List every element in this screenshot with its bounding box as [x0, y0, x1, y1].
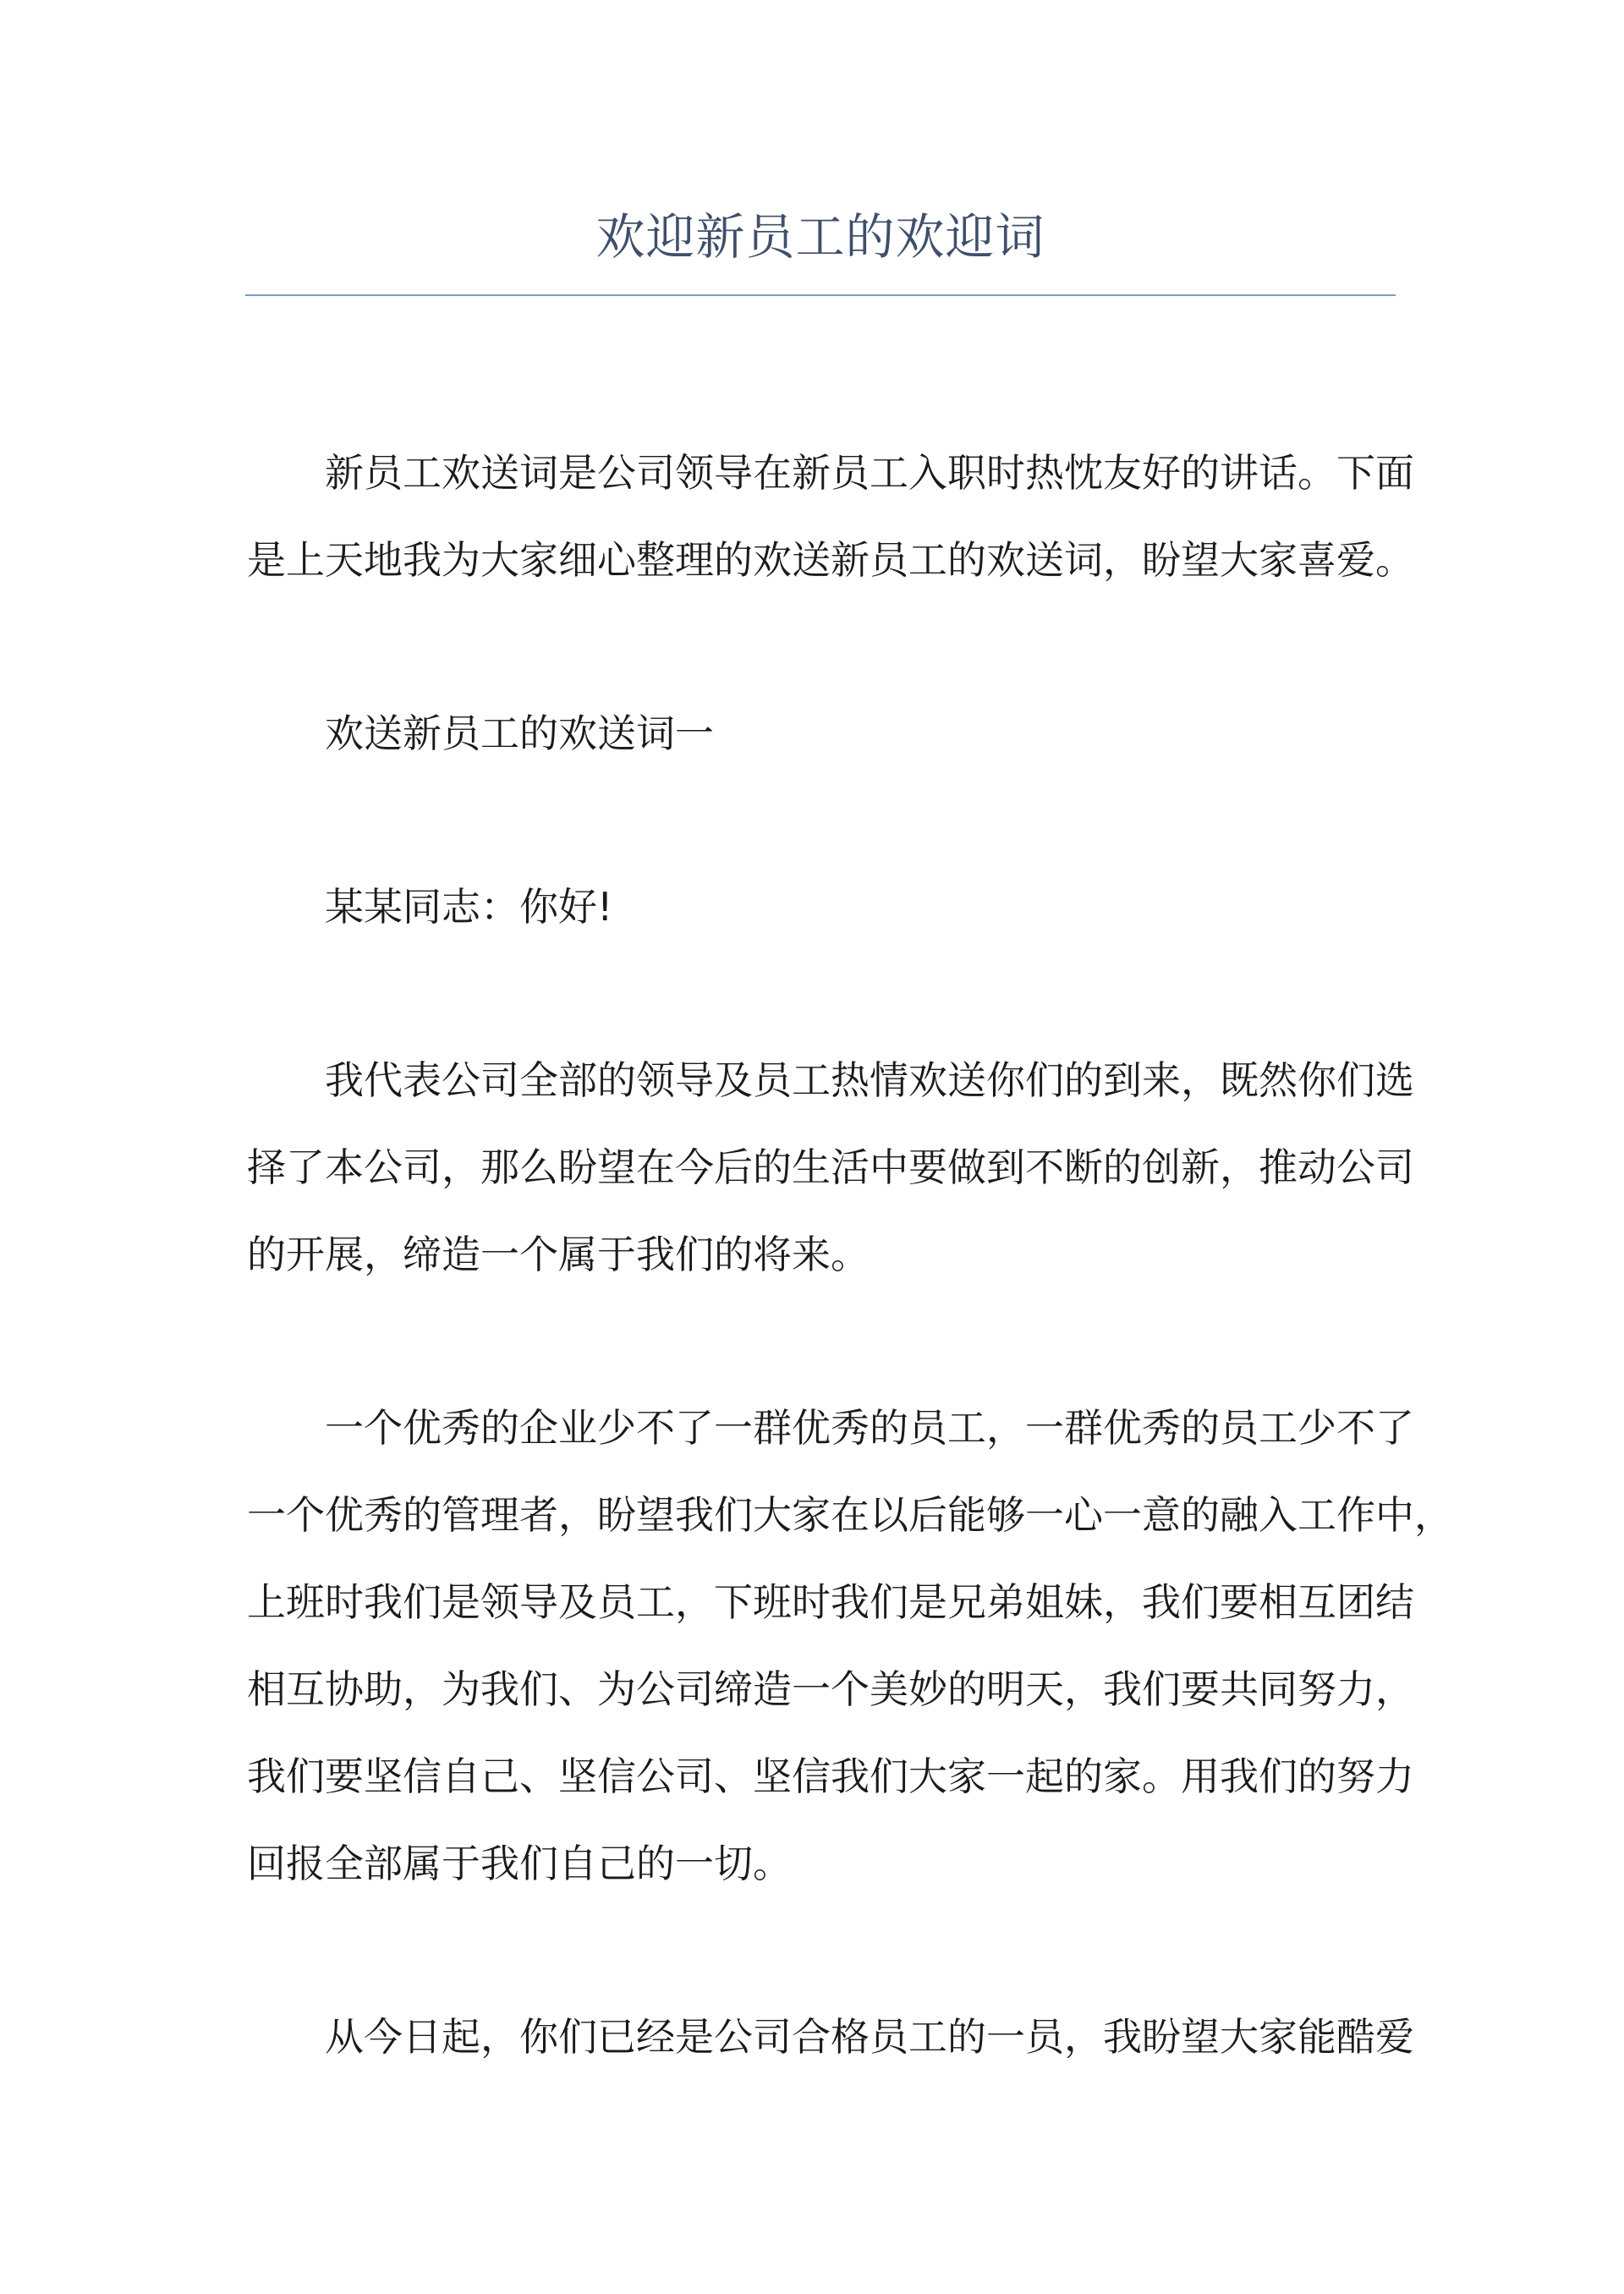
paragraph-line: 上班时我们是领导及员工，下班时我们是兄弟姐妹，我们要相互团结	[247, 1579, 1414, 1625]
section-heading	[247, 690, 1397, 777]
paragraph-closing	[247, 1994, 1414, 2081]
paragraph-line: 一个优秀的管理者，盼望我们大家在以后能够一心一意的融入工作中，	[247, 1492, 1453, 1538]
paragraph-line: 欢送新员工的欢送词一	[325, 711, 714, 756]
paragraph-line: 回报全部属于我们自己的一切。	[247, 1841, 792, 1886]
paragraph-line: 我们要坚信自己、坚信公司、坚信我们大家一起的家。用我们的努力	[247, 1753, 1414, 1799]
paragraph-line: 我代表公司全部的领导及员工热情欢送你们的到来，既然你们选	[325, 1057, 1414, 1103]
paragraph-line: 某某同志：你好!	[325, 884, 613, 930]
document-title: 欢迎新员工的欢迎词	[595, 208, 1045, 266]
paragraph-team	[247, 1385, 1453, 1907]
paragraph-line: 一个优秀的企业少不了一群优秀的员工，一群优秀的员工少不了	[325, 1405, 1414, 1451]
paragraph-line: 择了本公司，那么盼望在今后的生活中要做到不断的创新，推动公司	[247, 1144, 1414, 1190]
paragraph-line: 的开展，缔造一个属于我们的将来。	[247, 1232, 870, 1277]
paragraph-line: 新员工欢送词是公司领导在新员工入职时热忱友好的讲话。下面	[325, 450, 1414, 496]
paragraph-line: 从今日起，你们已经是公司合格员工的一员，我盼望大家能酷爱	[325, 2014, 1414, 2060]
paragraph-welcome	[247, 1037, 1414, 1298]
document-body	[247, 430, 1453, 2081]
paragraph-line: 是上天地我为大家细心整理的欢送新员工的欢送词，盼望大家喜爱。	[247, 537, 1414, 583]
paragraph-line: 相互协助，为我们、为公司缔造一个美妙的明天，我们要共同努力，	[247, 1666, 1414, 1712]
paragraph-intro	[247, 430, 1414, 604]
salutation	[247, 864, 1397, 951]
title-divider	[245, 294, 1396, 296]
